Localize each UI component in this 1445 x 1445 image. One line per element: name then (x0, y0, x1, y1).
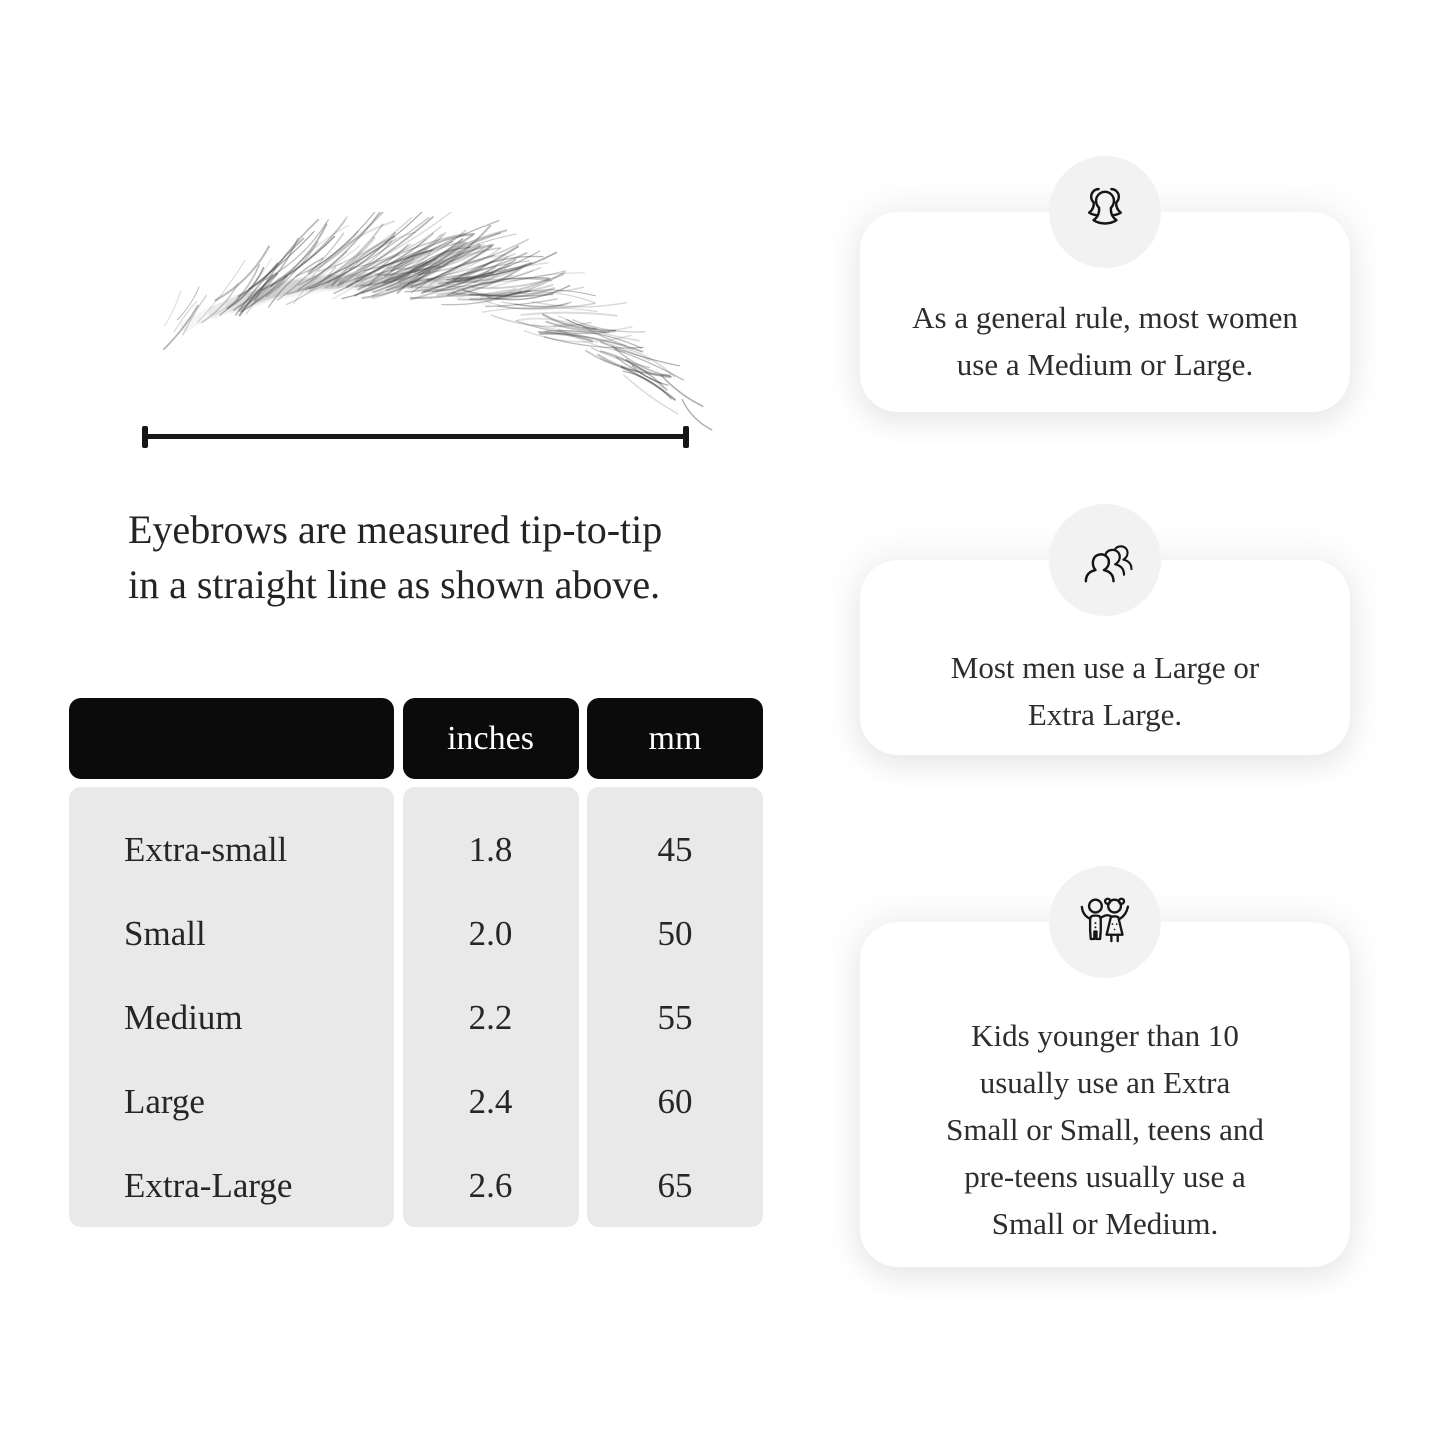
table-header-mm: mm (587, 698, 763, 779)
table-header-inches: inches (403, 698, 579, 779)
mm-value: 60 (657, 1082, 693, 1121)
line-endcap-right (683, 426, 689, 448)
measurement-caption (128, 502, 662, 612)
inches-value: 2.2 (468, 998, 513, 1037)
men-group-icon (1049, 504, 1161, 616)
size-label: Small (124, 914, 206, 953)
mm-value: 55 (657, 998, 693, 1037)
eyebrow-illustration (100, 212, 740, 440)
size-label: Extra-Large (124, 1166, 293, 1205)
card-kids-text: Kids younger than 10 usually use an Extra Small or Small, teens and pre-teens usually use a Small or Medium. (946, 1018, 1264, 1241)
children-icon (1049, 866, 1161, 978)
measurement-line (145, 434, 686, 439)
mm-value: 50 (657, 914, 693, 953)
size-table-header (69, 698, 763, 779)
size-table-body (69, 787, 763, 1227)
size-table (69, 698, 763, 1227)
mm-value: 45 (657, 830, 693, 869)
size-label: Extra-small (124, 830, 288, 869)
table-header-blank (69, 698, 394, 779)
inches-value: 2.0 (468, 914, 513, 953)
girl-figure (1105, 899, 1128, 941)
inches-column (403, 787, 579, 1227)
card-women (860, 212, 1350, 412)
inches-value: 2.4 (468, 1082, 513, 1121)
mm-value: 65 (657, 1166, 693, 1205)
line-endcap-left (142, 426, 148, 448)
size-name-column (69, 787, 394, 1227)
caption-line: in a straight line as shown above. (128, 562, 661, 607)
card-men (860, 560, 1350, 755)
inches-value: 1.8 (468, 830, 513, 869)
card-kids (860, 922, 1350, 1267)
size-label: Large (124, 1082, 205, 1121)
caption-line: Eyebrows are measured tip-to-tip (128, 507, 663, 552)
mm-column (587, 787, 763, 1227)
card-women-text: As a general rule, most women use a Medium or Large. (912, 300, 1298, 382)
card-men-text: Most men use a Large or Extra Large. (950, 649, 1260, 732)
size-label: Medium (124, 998, 243, 1037)
women-group-icon (1049, 156, 1161, 268)
front-woman (1094, 192, 1117, 224)
inches-value: 2.6 (468, 1166, 513, 1205)
